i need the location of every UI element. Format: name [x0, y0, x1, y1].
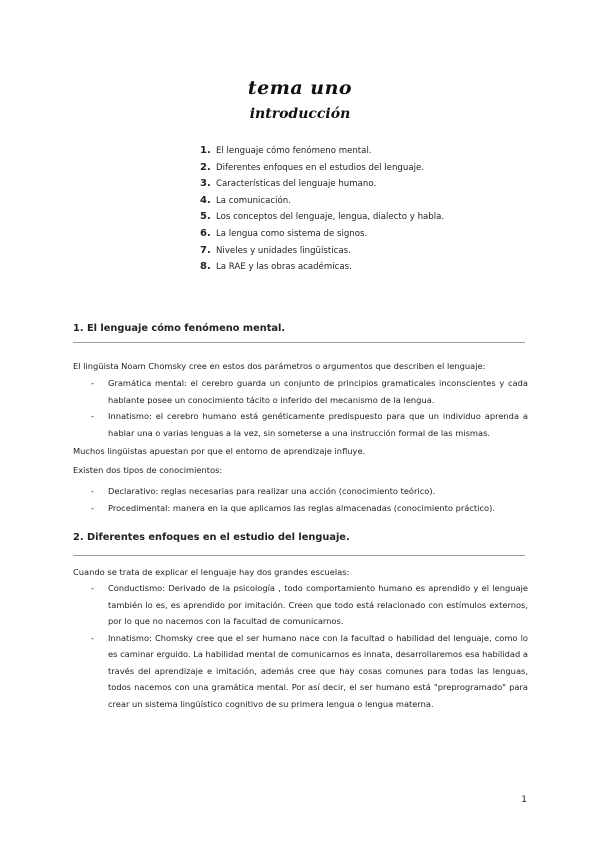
toc-label: Niveles y unidades lingüísticas.	[216, 245, 351, 256]
section-1-intro: El lingüista Noam Chomsky cree en estos dos parámetros o argumentos que describen el lenguaje:	[73, 361, 486, 371]
page-subtitle: introducción	[249, 106, 351, 122]
dash-bullet: -	[91, 486, 94, 496]
list-item-text: Innatismo: el cerebro humano está genéticamente predispuesto para que un individuo aprenda a hablar una o varias lenguas a la vez, sin someterse a una instrucción formal de las mismas.	[108, 411, 528, 438]
section-2-divider	[73, 555, 525, 556]
toc-number: 3.	[200, 178, 211, 190]
toc-item	[200, 259, 500, 276]
section-1-bullets	[73, 375, 528, 441]
page-title: tema uno	[247, 77, 353, 99]
dash-bullet: -	[91, 411, 94, 421]
list-item	[73, 580, 528, 630]
toc-number: 4.	[200, 194, 211, 206]
dash-bullet: -	[91, 502, 94, 513]
toc-number: 6.	[200, 227, 211, 239]
toc-item	[200, 209, 500, 226]
toc-item	[200, 243, 500, 260]
toc-number: 2.	[200, 161, 211, 173]
section-2-heading: 2. Diferentes enfoques en el estudio del lenguaje.	[73, 532, 350, 543]
table-of-contents	[200, 143, 500, 276]
toc-number: 7.	[200, 244, 211, 256]
toc-label: Los conceptos del lenguaje, lengua, dialecto y habla.	[216, 212, 445, 223]
page-number: 1	[521, 795, 527, 805]
dash-bullet: -	[91, 583, 94, 593]
dash-bullet: -	[91, 632, 94, 643]
toc-item	[200, 176, 500, 193]
section-2-bullets	[73, 580, 528, 712]
toc-number: 1.	[200, 145, 211, 156]
toc-item	[200, 160, 500, 177]
toc-item	[200, 193, 500, 210]
toc-number: 8.	[200, 261, 211, 273]
list-item	[73, 408, 528, 441]
list-item	[73, 500, 528, 517]
section-1-para-environment: Muchos lingüistas apuestan por que el entorno de aprendizaje influye.	[73, 446, 366, 456]
toc-label: La comunicación.	[216, 195, 291, 206]
list-item	[73, 483, 528, 500]
section-2-intro: Cuando se trata de explicar el lenguaje hay dos grandes escuelas:	[73, 567, 350, 577]
list-item-text: Procedimental: manera en la que aplicamos las reglas almacenadas (conocimiento práctico).	[108, 502, 495, 513]
toc-label: Características del lenguaje humano.	[216, 179, 377, 190]
toc-item	[200, 226, 500, 243]
toc-label: Diferentes enfoques en el estudios del lenguaje.	[216, 162, 424, 173]
toc-label: La lengua como sistema de signos.	[216, 228, 368, 239]
section-1-para-knowledge: Existen dos tipos de conocimientos:	[73, 465, 223, 475]
list-item	[73, 630, 528, 713]
list-item-text: Gramática mental: el cerebro guarda un conjunto de principios gramaticales inconscientes y cada hablante posee un conocimiento tácito o inferido del mecanismo de la lengua.	[108, 378, 528, 405]
section-1-divider	[73, 342, 525, 343]
section-1-heading: 1. El lenguaje cómo fenómeno mental.	[73, 323, 286, 334]
toc-label: La RAE y las obras académicas.	[216, 262, 352, 273]
dash-bullet: -	[91, 378, 94, 388]
list-item	[73, 375, 528, 408]
list-item-text: Innatismo: Chomsky cree que el ser humano nace con la facultad o habilidad del lenguaje, como lo es caminar erguido. La habilidad mental de comunicarnos es innata, desarrollaremos esa habilidad a través del aprendizaje e imitación, además cree que hay cosas comunes para todas las lenguas, todos nacemos con una gramática mental. Por así decir, el ser humano está "preprogramado" para crear un sistema lingüístico cognitivo de su primera lengua o lengua materna.	[108, 632, 528, 709]
toc-number: 5.	[200, 211, 211, 223]
toc-label: El lenguaje cómo fenómeno mental.	[216, 146, 372, 156]
list-item-text: Conductismo: Derivado de la psicología , todo comportamiento humano es aprendido y el lenguaje también lo es, es aprendido por imitación. Creen que todo está relacionado con estímulos externos, por lo que no nacemos con la facultad de comunicarnos.	[108, 583, 528, 626]
list-item-text: Declarativo: reglas necesarias para realizar una acción (conocimiento teórico).	[108, 486, 436, 496]
knowledge-types-list	[73, 483, 528, 516]
toc-item	[200, 143, 500, 160]
